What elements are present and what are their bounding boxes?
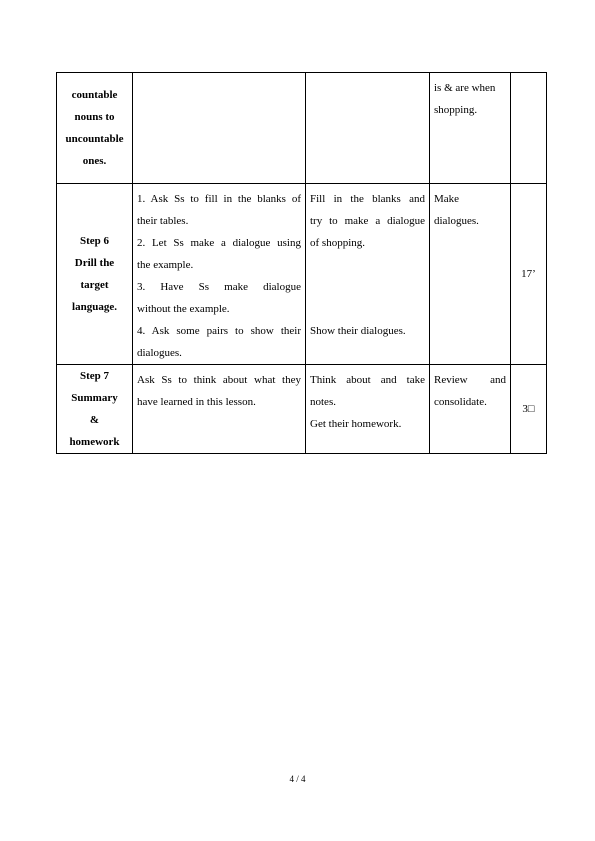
student-line: of shopping. <box>310 237 365 249</box>
teacher-line: without the example. <box>137 303 230 315</box>
purpose-line: is & are when <box>434 82 496 94</box>
step-line: homework <box>69 436 120 448</box>
purpose-line: dialogues. <box>434 215 479 227</box>
page-number: 4 / 4 <box>289 774 306 784</box>
step-cell <box>57 184 133 365</box>
table-row <box>57 73 547 184</box>
student-activity-cell <box>306 365 430 454</box>
teacher-line: their tables. <box>137 215 189 227</box>
step-line: uncountable <box>65 133 124 145</box>
purpose-line: consolidate. <box>434 396 487 408</box>
teacher-activity-cell <box>133 73 306 184</box>
purpose-line: Make <box>434 193 460 205</box>
purpose-line: Review and <box>434 374 506 386</box>
purpose-cell <box>430 73 511 184</box>
teacher-line: 2. Let Ss make a dialogue using <box>137 237 301 249</box>
table-row <box>57 184 547 365</box>
step-line: target <box>80 279 109 291</box>
student-line: Fill in the blanks and <box>310 193 425 205</box>
step-cell <box>57 365 133 454</box>
step-line: countable <box>71 89 118 101</box>
student-line: try to make a dialogue <box>310 215 425 227</box>
teacher-line: 4. Ask some pairs to show their <box>137 325 301 337</box>
teacher-line: 3. Have Ss make dialogue <box>137 281 301 293</box>
teacher-line: dialogues. <box>137 347 182 359</box>
lesson-plan-table <box>56 72 547 454</box>
student-activity-cell <box>306 184 430 365</box>
teacher-activity-cell <box>133 365 306 454</box>
step-line: Summary <box>71 392 118 404</box>
student-activity-cell <box>306 73 430 184</box>
teacher-line: Ask Ss to think about what they <box>137 374 301 386</box>
table-row <box>57 365 547 454</box>
time-cell <box>511 365 547 454</box>
teacher-line: 1. Ask Ss to fill in the blanks of <box>137 193 301 205</box>
purpose-cell <box>430 365 511 454</box>
teacher-line: the example. <box>137 259 194 271</box>
teacher-line: have learned in this lesson. <box>137 396 256 408</box>
step-line: language. <box>72 301 117 313</box>
time-value: 3□ <box>522 403 535 415</box>
step-line: & <box>89 414 100 426</box>
student-line: Show their dialogues. <box>310 325 406 337</box>
step-line: nouns to <box>74 111 115 123</box>
purpose-line: shopping. <box>434 104 478 116</box>
student-line: notes. <box>310 396 336 408</box>
purpose-cell <box>430 184 511 365</box>
teacher-activity-cell <box>133 184 306 365</box>
time-cell <box>511 184 547 365</box>
step-line: Step 6 <box>79 235 110 247</box>
step-cell <box>57 73 133 184</box>
student-line: Get their homework. <box>310 418 402 430</box>
step-line: ones. <box>82 155 107 167</box>
time-value: 17’ <box>521 268 536 280</box>
step-line: Drill the <box>74 257 115 269</box>
time-cell <box>511 73 547 184</box>
student-line: Think about and take <box>310 374 425 386</box>
step-line: Step 7 <box>79 370 110 382</box>
